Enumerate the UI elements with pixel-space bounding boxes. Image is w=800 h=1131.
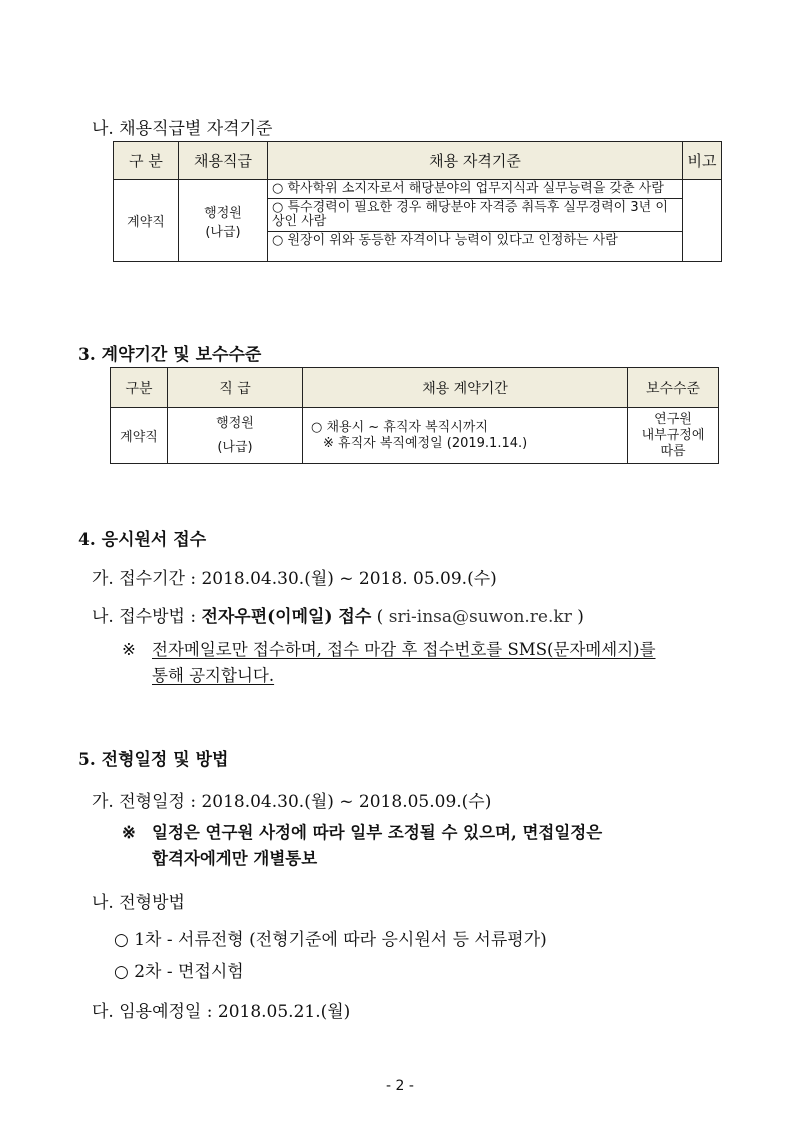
rank-name: 행정원 (216, 415, 254, 431)
contract-table (110, 367, 719, 464)
col-header-rank: 직 급 (168, 368, 303, 408)
step-interview: ○ 2차 - 면접시험 (114, 962, 244, 982)
application-period: 가. 접수기간 : 2018.04.30.(월) ~ 2018. 05.09.(수) (92, 569, 497, 589)
page-number: - 2 - (386, 1078, 414, 1094)
pay-line: 연구원 (654, 411, 692, 427)
pay-line: 따름 (660, 443, 686, 459)
email-link[interactable]: sri-insa@suwon.re.kr (388, 607, 572, 627)
screening-method-label: 나. 전형방법 (92, 893, 185, 913)
period-note: ※ 휴직자 복직예정일 (2019.1.14.) (323, 435, 528, 451)
note-line: 일정은 연구원 사정에 따라 일부 조정될 수 있으며, 면접일정은 (152, 823, 603, 842)
col-header-pay: 보수수준 (628, 368, 719, 408)
cell-rank (179, 180, 268, 262)
qualification-table (113, 141, 722, 262)
col-header-rank: 채용직급 (179, 142, 268, 180)
screening-period: 가. 전형일정 : 2018.04.30.(월) ~ 2018.05.09.(수) (92, 792, 492, 812)
application-note (122, 637, 727, 689)
paren-close: ) (571, 607, 584, 627)
col-header-category: 구분 (111, 368, 168, 408)
section-3-title: 3. 계약기간 및 보수수준 (78, 345, 262, 365)
cell-criteria (268, 180, 683, 262)
step-document-screening: ○ 1차 - 서류전형 (전형기준에 따라 응시원서 등 서류평가) (114, 930, 547, 950)
cell-remark (683, 180, 722, 262)
cell-contract-type: 계약직 (114, 180, 179, 262)
application-method (92, 602, 584, 627)
rank-grade: (나급) (205, 224, 241, 240)
method-label: 나. 접수방법 : (92, 607, 202, 627)
note-line: 통해 공지합니다. (152, 666, 275, 685)
subheading-qualification: 나. 채용직급별 자격기준 (92, 119, 273, 139)
pay-line: 내부규정에 (641, 427, 705, 443)
col-header-criteria: 채용 자격기준 (268, 142, 683, 180)
section-4-title: 4. 응시원서 접수 (78, 530, 207, 550)
note-mark: ※ (122, 823, 136, 842)
col-header-period: 채용 계약기간 (303, 368, 628, 408)
note-line: 전자메일로만 접수하며, 접수 마감 후 접수번호를 SMS(문자메세지)를 (152, 640, 656, 659)
period-line: ○ 채용시 ~ 휴직자 복직시까지 (311, 419, 488, 435)
appointment-date: 다. 임용예정일 : 2018.05.21.(월) (92, 1002, 351, 1022)
screening-note (122, 820, 727, 872)
criteria-item: ○ 학사학위 소지자로서 해당분야의 업무지식과 실무능력을 갖춘 사람 (268, 180, 682, 199)
paren-open: ( (371, 607, 389, 627)
rank-grade: (나급) (217, 439, 253, 455)
cell-rank (168, 408, 303, 464)
section-5-title: 5. 전형일정 및 방법 (78, 750, 229, 770)
col-header-category: 구 분 (114, 142, 179, 180)
cell-contract-type: 계약직 (111, 408, 168, 464)
method-value: 전자우편(이메일) 접수 (201, 607, 372, 627)
note-line: 합격자에게만 개별통보 (152, 849, 318, 868)
rank-name: 행정원 (204, 205, 242, 221)
note-mark: ※ (122, 640, 136, 659)
criteria-item: ○ 원장이 위와 동등한 자격이나 능력이 있다고 인정하는 사람 (272, 233, 618, 248)
criteria-item: ○ 특수경력이 필요한 경우 해당분야 자격증 취득후 실무경력이 3년 이상인 사람 (268, 199, 682, 232)
col-header-remark: 비고 (683, 142, 722, 180)
cell-pay (628, 408, 719, 464)
cell-period (303, 408, 628, 464)
